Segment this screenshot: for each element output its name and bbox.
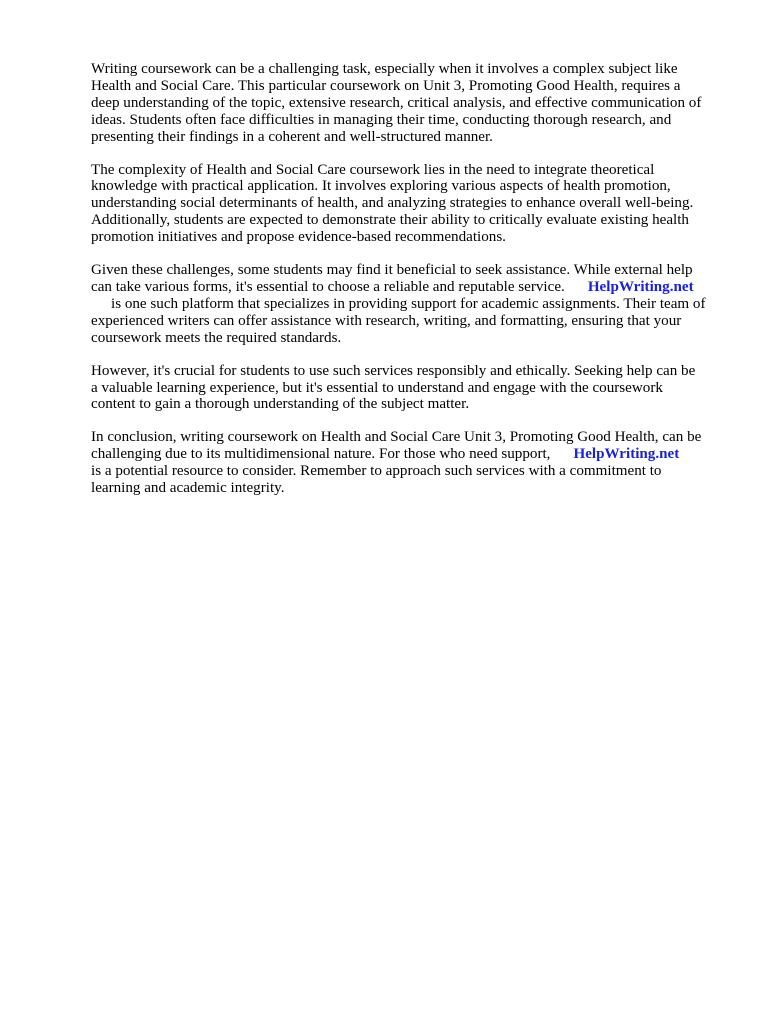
text-line: understanding social determinants of health, and analyzing strategies to enhance overall well-being. [91,195,694,212]
text-line: a valuable learning experience, but it's essential to understand and engage with the coursework [91,379,663,396]
text-fragment: challenging due to its multidimensional nature. For those who need support, [91,446,551,463]
text-line: is one such platform that specializes in providing support for academic assignments. Their team of [111,295,706,312]
text-line: The complexity of Health and Social Care coursework lies in the need to integrate theoretical [91,161,655,178]
text-line: promotion initiatives and propose evidence-based recommendations. [91,229,506,246]
text-line: Health and Social Care. This particular coursework on Unit 3, Promoting Good Health, requires a [91,77,681,94]
text-line: Additionally, students are expected to demonstrate their ability to critically evaluate existing health [91,212,689,229]
text-line: deep understanding of the topic, extensive research, critical analysis, and effective communication of [91,94,702,111]
helpwriting-link[interactable]: HelpWriting.net [573,446,680,463]
text-line: coursework meets the required standards. [91,329,342,346]
text-line-with-link [91,279,731,296]
text-line: In conclusion, writing coursework on Health and Social Care Unit 3, Promoting Good Health, can be [91,429,702,446]
text-line: ideas. Students often face difficulties in managing their time, conducting thorough research, and [91,111,672,128]
text-line: knowledge with practical application. It involves exploring various aspects of health promotion, [91,178,671,195]
paragraph-complexity [91,162,731,247]
text-line: is a potential resource to consider. Remember to approach such services with a commitment to [91,463,662,480]
helpwriting-link[interactable]: HelpWriting.net [587,278,694,295]
text-line: Writing coursework can be a challenging task, especially when it involves a complex subject like [91,61,678,77]
paragraph-conclusion [91,429,731,497]
paragraph-responsibility [91,363,731,414]
text-line: learning and academic integrity. [91,480,285,497]
document-body [91,61,731,513]
text-fragment: can take various forms, it's essential to choose a reliable and reputable service. [91,278,565,295]
text-line: presenting their findings in a coherent and well-structured manner. [91,128,493,145]
text-line: Given these challenges, some students may find it beneficial to seek assistance. While external help [91,262,693,279]
paragraph-intro [91,61,731,146]
paragraph-assistance [91,262,731,347]
text-line: content to gain a thorough understanding of the subject matter. [91,396,470,413]
text-line: However, it's crucial for students to use such services responsibly and ethically. Seeking help can be [91,362,696,379]
text-line: experienced writers can offer assistance with research, writing, and formatting, ensuring that your [91,312,682,329]
text-line-with-link [91,446,731,463]
